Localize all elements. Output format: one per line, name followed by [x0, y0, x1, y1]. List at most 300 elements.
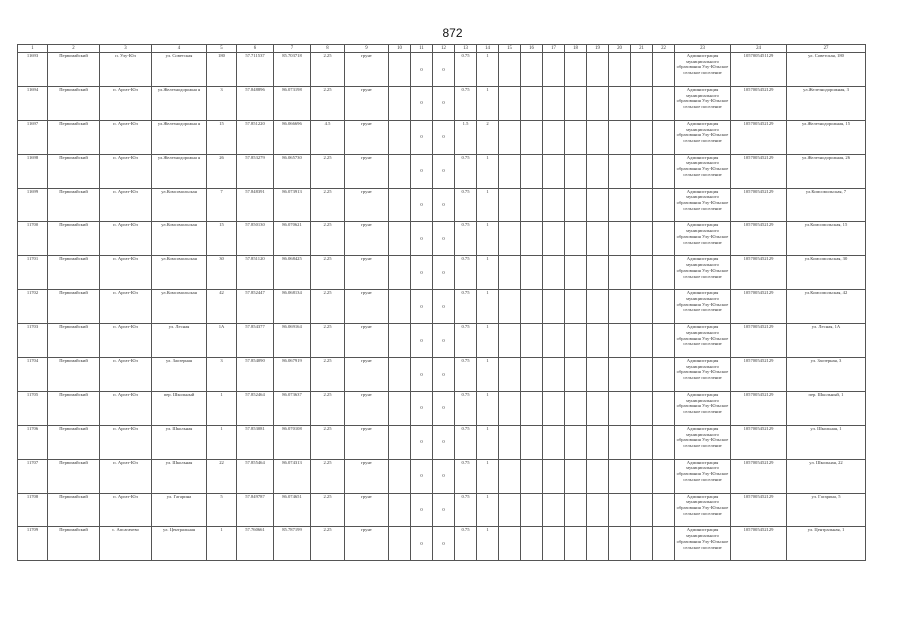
cell-empty: [587, 188, 609, 222]
cell-district: Первомайский: [48, 493, 100, 527]
column-number: 2: [48, 45, 100, 53]
cell-c11: 0: [411, 459, 433, 493]
cell-house: 1: [207, 527, 237, 561]
cell-lon: 86.073913: [274, 188, 311, 222]
cell-c13: 0.75: [455, 493, 477, 527]
cell-empty: [587, 358, 609, 392]
cell-c12: 0: [433, 459, 455, 493]
cell-c11: 0: [411, 493, 433, 527]
table-row: [18, 324, 866, 358]
column-number: 19: [587, 45, 609, 53]
cell-empty: [565, 391, 587, 425]
cell-district: Первомайский: [48, 290, 100, 324]
cell-owner: Администрация муниципального образования Улу-Юльское сельское поселение: [675, 358, 731, 392]
cell-street: ул. Заозерная: [152, 358, 207, 392]
cell-empty: [543, 222, 565, 256]
cell-ogrn: 1057005452129: [731, 120, 787, 154]
cell-owner: Администрация муниципального образования Улу-Юльское сельское поселение: [675, 324, 731, 358]
cell-settlement: п. Аргат-Юл: [100, 120, 152, 154]
cell-empty: [653, 222, 675, 256]
cell-c13: 0.75: [455, 527, 477, 561]
cell-address: ул. Центральная, 1: [787, 527, 866, 561]
cell-settlement: п. Аргат-Юл: [100, 391, 152, 425]
table-row: [18, 86, 866, 120]
cell-cover: грунт: [345, 425, 389, 459]
table-row: [18, 358, 866, 392]
cell-lon: 86.068425: [274, 256, 311, 290]
cell-empty: [521, 53, 543, 87]
cell-area: 4.5: [311, 120, 345, 154]
cell-c12: 0: [433, 391, 455, 425]
column-number: 5: [207, 45, 237, 53]
cell-district: Первомайский: [48, 391, 100, 425]
cell-lon: 86.073198: [274, 86, 311, 120]
cell-empty: [389, 120, 411, 154]
cell-empty: [631, 290, 653, 324]
cell-house: 5: [207, 493, 237, 527]
cell-empty: [653, 290, 675, 324]
cell-cover: грунт: [345, 290, 389, 324]
cell-c14: 1: [477, 493, 499, 527]
cell-ogrn: 1057005452129: [731, 86, 787, 120]
cell-empty: [389, 256, 411, 290]
cell-street: ул.Железнодорожна я: [152, 120, 207, 154]
cell-num: 11699: [18, 188, 48, 222]
cell-lat: 57.849787: [237, 493, 274, 527]
cell-empty: [565, 527, 587, 561]
cell-owner: Администрация муниципального образования Улу-Юльское сельское поселение: [675, 120, 731, 154]
cell-empty: [521, 391, 543, 425]
cell-c14: 1: [477, 222, 499, 256]
cell-c14: 1: [477, 527, 499, 561]
cell-empty: [499, 493, 521, 527]
cell-area: 2.25: [311, 256, 345, 290]
table-row: [18, 493, 866, 527]
column-number: 11: [411, 45, 433, 53]
cell-empty: [653, 358, 675, 392]
cell-empty: [609, 358, 631, 392]
cell-lon: 86.073637: [274, 391, 311, 425]
cell-empty: [609, 154, 631, 188]
cell-empty: [565, 290, 587, 324]
cell-num: 11700: [18, 222, 48, 256]
cell-empty: [543, 324, 565, 358]
cell-settlement: п. Аргат-Юл: [100, 358, 152, 392]
cell-address: ул.Железнодорожная, 3: [787, 86, 866, 120]
table-row: [18, 290, 866, 324]
cell-cover: грунт: [345, 53, 389, 87]
column-number: 27: [787, 45, 866, 53]
cell-district: Первомайский: [48, 154, 100, 188]
cell-empty: [631, 527, 653, 561]
cell-c14: 1: [477, 290, 499, 324]
cell-lat: 57.711537: [237, 53, 274, 87]
cell-empty: [389, 53, 411, 87]
cell-address: ул.Железнодорожная, 15: [787, 120, 866, 154]
cell-area: 2.25: [311, 188, 345, 222]
cell-empty: [499, 86, 521, 120]
cell-street: ул.Железнодорожна я: [152, 86, 207, 120]
cell-empty: [609, 188, 631, 222]
cell-empty: [543, 290, 565, 324]
cell-empty: [521, 256, 543, 290]
cell-owner: Администрация муниципального образования Улу-Юльское сельское поселение: [675, 222, 731, 256]
cell-c14: 1: [477, 86, 499, 120]
cell-settlement: п. Улу-Юл: [100, 53, 152, 87]
cell-c11: 0: [411, 188, 433, 222]
cell-num: 11693: [18, 53, 48, 87]
cell-cover: грунт: [345, 391, 389, 425]
cell-c12: 0: [433, 358, 455, 392]
cell-district: Первомайский: [48, 222, 100, 256]
cell-empty: [609, 527, 631, 561]
cell-district: Первомайский: [48, 188, 100, 222]
cell-area: 2.25: [311, 358, 345, 392]
cell-c13: 0.75: [455, 358, 477, 392]
cell-num: 11697: [18, 120, 48, 154]
table-row: [18, 256, 866, 290]
cell-c14: 2: [477, 120, 499, 154]
cell-address: ул.Комсомольская, 30: [787, 256, 866, 290]
cell-empty: [653, 53, 675, 87]
table-row: [18, 459, 866, 493]
cell-empty: [631, 154, 653, 188]
cell-empty: [389, 188, 411, 222]
cell-empty: [499, 188, 521, 222]
cell-empty: [521, 324, 543, 358]
cell-address: ул. Советская, 180: [787, 53, 866, 87]
cell-district: Первомайский: [48, 324, 100, 358]
cell-empty: [631, 53, 653, 87]
cell-empty: [587, 425, 609, 459]
cell-settlement: п. Аргат-Юл: [100, 188, 152, 222]
cell-empty: [587, 120, 609, 154]
cell-empty: [587, 527, 609, 561]
cell-empty: [521, 154, 543, 188]
cell-empty: [631, 222, 653, 256]
cell-address: ул.Комсомольская, 42: [787, 290, 866, 324]
cell-owner: Администрация муниципального образования Улу-Юльское сельское поселение: [675, 459, 731, 493]
cell-empty: [587, 290, 609, 324]
cell-num: 11694: [18, 86, 48, 120]
column-number: 10: [389, 45, 411, 53]
cell-ogrn: 1057005451129: [731, 53, 787, 87]
cell-c13: 0.75: [455, 222, 477, 256]
cell-ogrn: 1057005452129: [731, 527, 787, 561]
cell-settlement: п. Аргат-Юл: [100, 290, 152, 324]
cell-empty: [631, 459, 653, 493]
cell-address: ул. Лесная, 1А: [787, 324, 866, 358]
cell-lat: 57.854377: [237, 324, 274, 358]
cell-house: 15: [207, 120, 237, 154]
cell-empty: [587, 154, 609, 188]
cell-c14: 1: [477, 459, 499, 493]
cell-house: 7: [207, 188, 237, 222]
cell-settlement: п. Аргат-Юл: [100, 256, 152, 290]
cell-empty: [499, 154, 521, 188]
cell-lon: 86.074313: [274, 459, 311, 493]
cell-house: 1: [207, 391, 237, 425]
cell-street: ул. Школьная: [152, 425, 207, 459]
cell-empty: [653, 188, 675, 222]
cell-settlement: с. Апсагачево: [100, 527, 152, 561]
cell-empty: [521, 459, 543, 493]
cell-district: Первомайский: [48, 53, 100, 87]
cell-empty: [543, 459, 565, 493]
cell-empty: [521, 290, 543, 324]
column-number: 4: [152, 45, 207, 53]
cell-empty: [609, 493, 631, 527]
cell-c12: 0: [433, 256, 455, 290]
cell-street: ул.Комсомольская: [152, 222, 207, 256]
cell-district: Первомайский: [48, 358, 100, 392]
cell-empty: [499, 53, 521, 87]
cell-area: 2.25: [311, 53, 345, 87]
table-row: [18, 527, 866, 561]
cell-lon: 86.066696: [274, 120, 311, 154]
cell-empty: [631, 391, 653, 425]
cell-c12: 0: [433, 188, 455, 222]
cell-owner: Администрация муниципального образования Улу-Юльское сельское поселение: [675, 256, 731, 290]
column-number: 12: [433, 45, 455, 53]
cell-empty: [609, 53, 631, 87]
cell-c11: 0: [411, 256, 433, 290]
column-number: 21: [631, 45, 653, 53]
cell-empty: [653, 391, 675, 425]
cell-area: 2.25: [311, 222, 345, 256]
cell-num: 11701: [18, 256, 48, 290]
cell-empty: [653, 493, 675, 527]
table-row: [18, 425, 866, 459]
cell-empty: [565, 358, 587, 392]
cell-num: 11705: [18, 391, 48, 425]
cell-lat: 57.853279: [237, 154, 274, 188]
cell-empty: [389, 527, 411, 561]
cell-c11: 0: [411, 222, 433, 256]
column-number: 23: [675, 45, 731, 53]
cell-empty: [587, 324, 609, 358]
cell-empty: [565, 222, 587, 256]
cell-street: ул. Центральная: [152, 527, 207, 561]
cell-lon: 86.069164: [274, 324, 311, 358]
cell-empty: [521, 120, 543, 154]
cell-owner: Администрация муниципального образования Улу-Юльское сельское поселение: [675, 425, 731, 459]
cell-empty: [389, 459, 411, 493]
cell-empty: [631, 256, 653, 290]
table-row: [18, 188, 866, 222]
column-number: 15: [499, 45, 521, 53]
cell-empty: [631, 425, 653, 459]
cell-ogrn: 1057005452129: [731, 425, 787, 459]
cell-c14: 1: [477, 53, 499, 87]
column-number: 13: [455, 45, 477, 53]
cell-area: 2.25: [311, 459, 345, 493]
cell-empty: [389, 324, 411, 358]
cell-street: ул.Комсомольская: [152, 188, 207, 222]
cell-house: 3: [207, 86, 237, 120]
cell-c14: 1: [477, 324, 499, 358]
cell-c11: 0: [411, 425, 433, 459]
cell-empty: [499, 391, 521, 425]
cell-c12: 0: [433, 324, 455, 358]
cell-empty: [565, 256, 587, 290]
cell-empty: [565, 493, 587, 527]
cell-house: 1А: [207, 324, 237, 358]
cell-empty: [609, 256, 631, 290]
cell-lon: 85.787199: [274, 527, 311, 561]
cell-empty: [653, 86, 675, 120]
cell-empty: [543, 358, 565, 392]
cell-c11: 0: [411, 391, 433, 425]
table-row: [18, 120, 866, 154]
cell-c13: 0.75: [455, 154, 477, 188]
cell-empty: [389, 222, 411, 256]
cell-lat: 57.848896: [237, 86, 274, 120]
cell-c12: 0: [433, 527, 455, 561]
cell-owner: Администрация муниципального образования Улу-Юльское сельское поселение: [675, 493, 731, 527]
cell-district: Первомайский: [48, 425, 100, 459]
cell-lon: 86.068134: [274, 290, 311, 324]
cell-empty: [631, 358, 653, 392]
cell-settlement: п. Аргат-Юл: [100, 459, 152, 493]
cell-ogrn: 1057005452129: [731, 493, 787, 527]
cell-ogrn: 1057005452129: [731, 154, 787, 188]
cell-num: 11704: [18, 358, 48, 392]
cell-empty: [499, 527, 521, 561]
cell-empty: [565, 188, 587, 222]
cell-c11: 0: [411, 120, 433, 154]
cell-c11: 0: [411, 154, 433, 188]
cell-street: ул.Комсомольская: [152, 290, 207, 324]
cell-lat: 57.851220: [237, 120, 274, 154]
cell-c13: 0.75: [455, 425, 477, 459]
cell-lat: 57.760661: [237, 527, 274, 561]
column-number: 22: [653, 45, 675, 53]
cell-lon: 86.070621: [274, 222, 311, 256]
cell-owner: Администрация муниципального образования Улу-Юльское сельское поселение: [675, 154, 731, 188]
cell-empty: [609, 120, 631, 154]
cell-owner: Администрация муниципального образования Улу-Юльское сельское поселение: [675, 53, 731, 87]
cell-street: ул. Гагарина: [152, 493, 207, 527]
cell-empty: [499, 222, 521, 256]
cell-empty: [543, 86, 565, 120]
cell-num: 11709: [18, 527, 48, 561]
column-number: 20: [609, 45, 631, 53]
cell-empty: [609, 86, 631, 120]
cell-empty: [609, 222, 631, 256]
cell-cover: грунт: [345, 120, 389, 154]
cell-empty: [653, 154, 675, 188]
cell-empty: [587, 459, 609, 493]
cell-lat: 57.855464: [237, 459, 274, 493]
cell-empty: [521, 358, 543, 392]
cell-empty: [565, 86, 587, 120]
cell-district: Первомайский: [48, 120, 100, 154]
cell-house: 30: [207, 256, 237, 290]
cell-ogrn: 1057005452129: [731, 222, 787, 256]
cell-c12: 0: [433, 222, 455, 256]
cell-empty: [543, 425, 565, 459]
cell-empty: [543, 53, 565, 87]
cell-c14: 1: [477, 188, 499, 222]
cell-c12: 0: [433, 425, 455, 459]
cell-ogrn: 1057005452129: [731, 391, 787, 425]
cell-empty: [521, 425, 543, 459]
cell-empty: [587, 391, 609, 425]
cell-house: 22: [207, 459, 237, 493]
column-number: 9: [345, 45, 389, 53]
cell-address: ул. Школьная, 1: [787, 425, 866, 459]
cell-cover: грунт: [345, 188, 389, 222]
table-row: [18, 53, 866, 87]
cell-empty: [565, 459, 587, 493]
cell-settlement: п. Аргат-Юл: [100, 222, 152, 256]
cell-empty: [587, 222, 609, 256]
cell-district: Первомайский: [48, 86, 100, 120]
cell-c13: 0.75: [455, 459, 477, 493]
column-number: 17: [543, 45, 565, 53]
cell-c11: 0: [411, 324, 433, 358]
cell-c13: 1.5: [455, 120, 477, 154]
cell-empty: [631, 493, 653, 527]
cell-area: 2.25: [311, 493, 345, 527]
cell-empty: [521, 493, 543, 527]
column-number: 14: [477, 45, 499, 53]
cell-empty: [543, 391, 565, 425]
cell-lon: 86.067919: [274, 358, 311, 392]
cell-address: ул.Комсомольская, 7: [787, 188, 866, 222]
cell-cover: грунт: [345, 222, 389, 256]
cell-empty: [587, 86, 609, 120]
cell-c13: 0.75: [455, 391, 477, 425]
cell-empty: [499, 120, 521, 154]
column-number: 1: [18, 45, 48, 53]
cell-empty: [543, 120, 565, 154]
cell-ogrn: 1057005452129: [731, 358, 787, 392]
cell-empty: [565, 120, 587, 154]
cell-house: 26: [207, 154, 237, 188]
cell-settlement: п. Аргат-Юл: [100, 493, 152, 527]
cell-empty: [499, 256, 521, 290]
cell-empty: [499, 425, 521, 459]
cell-empty: [543, 188, 565, 222]
cell-empty: [521, 86, 543, 120]
cell-address: ул. Заозерная, 3: [787, 358, 866, 392]
cell-empty: [587, 493, 609, 527]
cell-district: Первомайский: [48, 527, 100, 561]
cell-empty: [609, 324, 631, 358]
cell-owner: Администрация муниципального образования Улу-Юльское сельское поселение: [675, 290, 731, 324]
cell-district: Первомайский: [48, 459, 100, 493]
column-number: 6: [237, 45, 274, 53]
cell-empty: [521, 527, 543, 561]
cell-cover: грунт: [345, 358, 389, 392]
cell-street: ул. Лесная: [152, 324, 207, 358]
column-number: 18: [565, 45, 587, 53]
cell-empty: [609, 391, 631, 425]
cell-c12: 0: [433, 290, 455, 324]
cell-empty: [565, 154, 587, 188]
cell-street: ул. Школьная: [152, 459, 207, 493]
cell-num: 11703: [18, 324, 48, 358]
cell-owner: Администрация муниципального образования Улу-Юльское сельское поселение: [675, 391, 731, 425]
cell-empty: [543, 527, 565, 561]
cell-c14: 1: [477, 391, 499, 425]
cell-cover: грунт: [345, 256, 389, 290]
cell-house: 42: [207, 290, 237, 324]
table-row: [18, 222, 866, 256]
cell-cover: грунт: [345, 527, 389, 561]
